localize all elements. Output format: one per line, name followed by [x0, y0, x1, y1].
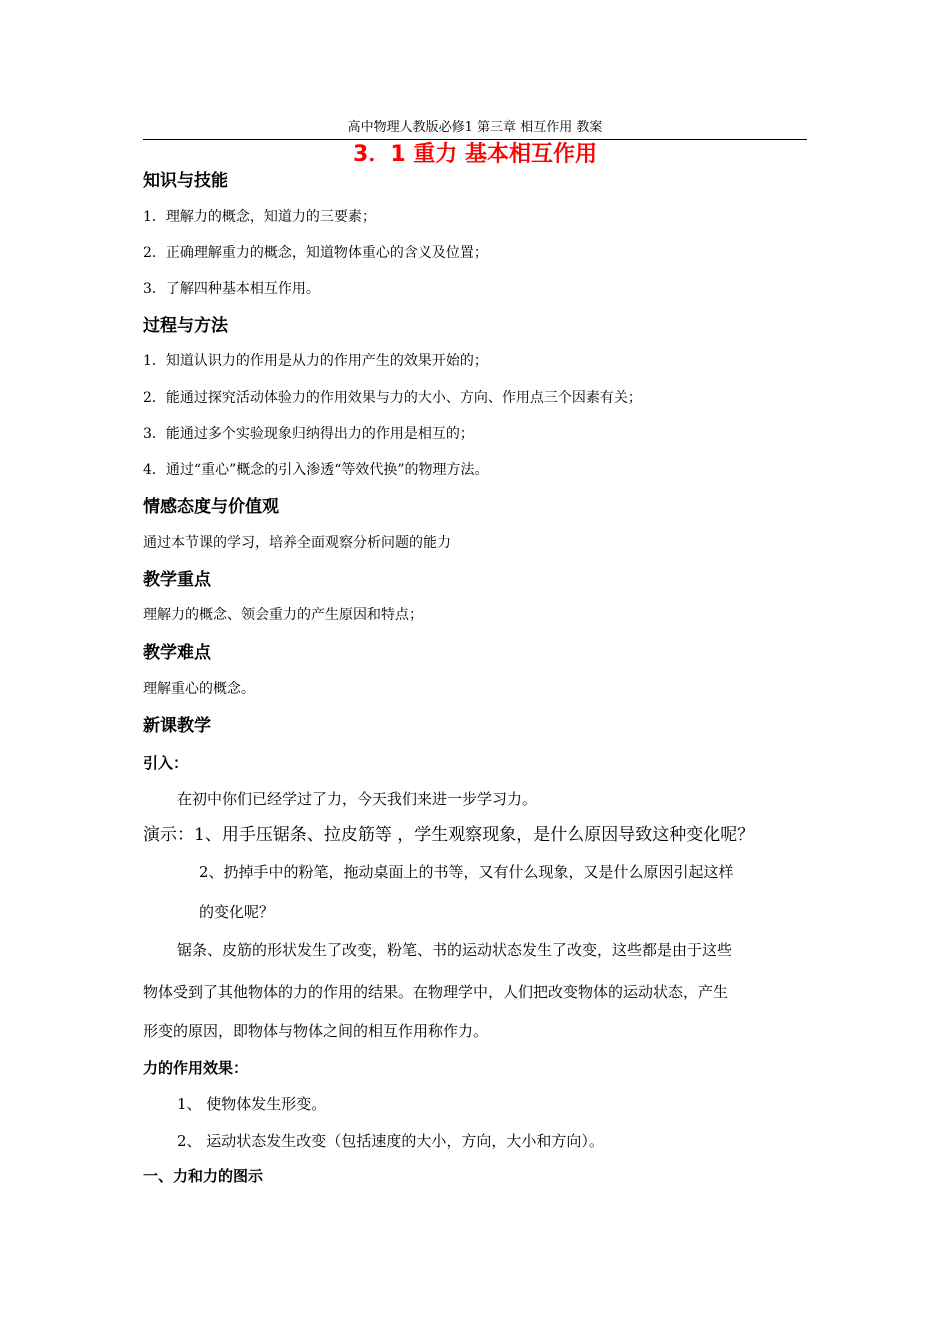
intro-text: 在初中你们已经学过了力，今天我们来进一步学习力。 — [177, 790, 538, 808]
paragraph-line: 锯条、皮筋的形状发生了改变，粉笔、书的运动状态发生了改变，这些都是由于这些 — [177, 941, 733, 959]
heading-difficult-point: 教学难点 — [143, 643, 211, 663]
page-title: 3．1 重力 基本相互作用 — [353, 142, 597, 167]
process-item: 2．能通过探究活动体验力的作用效果与力的大小、方向、作用点三个因素有关； — [143, 390, 642, 406]
knowledge-item: 2．正确理解重力的概念，知道物体重心的含义及位置； — [143, 245, 488, 261]
knowledge-item: 1．理解力的概念，知道力的三要素； — [143, 209, 376, 225]
effect-label: 力的作用效果： — [143, 1059, 249, 1077]
heading-process: 过程与方法 — [143, 316, 228, 336]
demo-2-line-2: 的变化呢？ — [199, 903, 275, 921]
key-point-text: 理解力的概念、领会重力的产生原因和特点； — [143, 607, 423, 623]
heading-emotion: 情感态度与价值观 — [143, 497, 279, 517]
header-rule — [143, 139, 807, 140]
paragraph-line: 形变的原因，即物体与物体之间的相互作用称作力。 — [143, 1022, 489, 1040]
demo-2-line-1: 2、扔掉手中的粉笔，拖动桌面上的书等，又有什么现象，又是什么原因引起这样 — [199, 863, 734, 881]
heading-new-lesson: 新课教学 — [143, 716, 211, 736]
process-item: 3．能通过多个实验现象归纳得出力的作用是相互的； — [143, 426, 474, 442]
effect-item: 2、 运动状态发生改变（包括速度的大小，方向，大小和方向）。 — [177, 1132, 604, 1150]
difficult-point-text: 理解重心的概念。 — [143, 681, 255, 697]
heading-key-point: 教学重点 — [143, 570, 211, 590]
process-item: 1．知道认识力的作用是从力的作用产生的效果开始的； — [143, 353, 488, 369]
section-1-heading: 一、力和力的图示 — [143, 1167, 264, 1185]
process-item: 4．通过“重心”概念的引入渗透“等效代换”的物理方法。 — [143, 462, 489, 478]
knowledge-item: 3．了解四种基本相互作用。 — [143, 281, 320, 297]
heading-knowledge: 知识与技能 — [143, 171, 228, 191]
emotion-text: 通过本节课的学习，培养全面观察分析问题的能力 — [143, 535, 451, 551]
page-header: 高中物理人教版必修1 第三章 相互作用 教案 — [347, 120, 603, 135]
demo-1: 演示：1、用手压锯条、拉皮筋等 ，学生观察现象，是什么原因导致这种变化呢？ — [143, 825, 755, 845]
paragraph-line: 物体受到了其他物体的力的作用的结果。在物理学中，人们把改变物体的运动状态，产生 — [143, 983, 729, 1001]
intro-label: 引入： — [143, 754, 189, 772]
effect-item: 1、 使物体发生形变。 — [177, 1095, 327, 1113]
